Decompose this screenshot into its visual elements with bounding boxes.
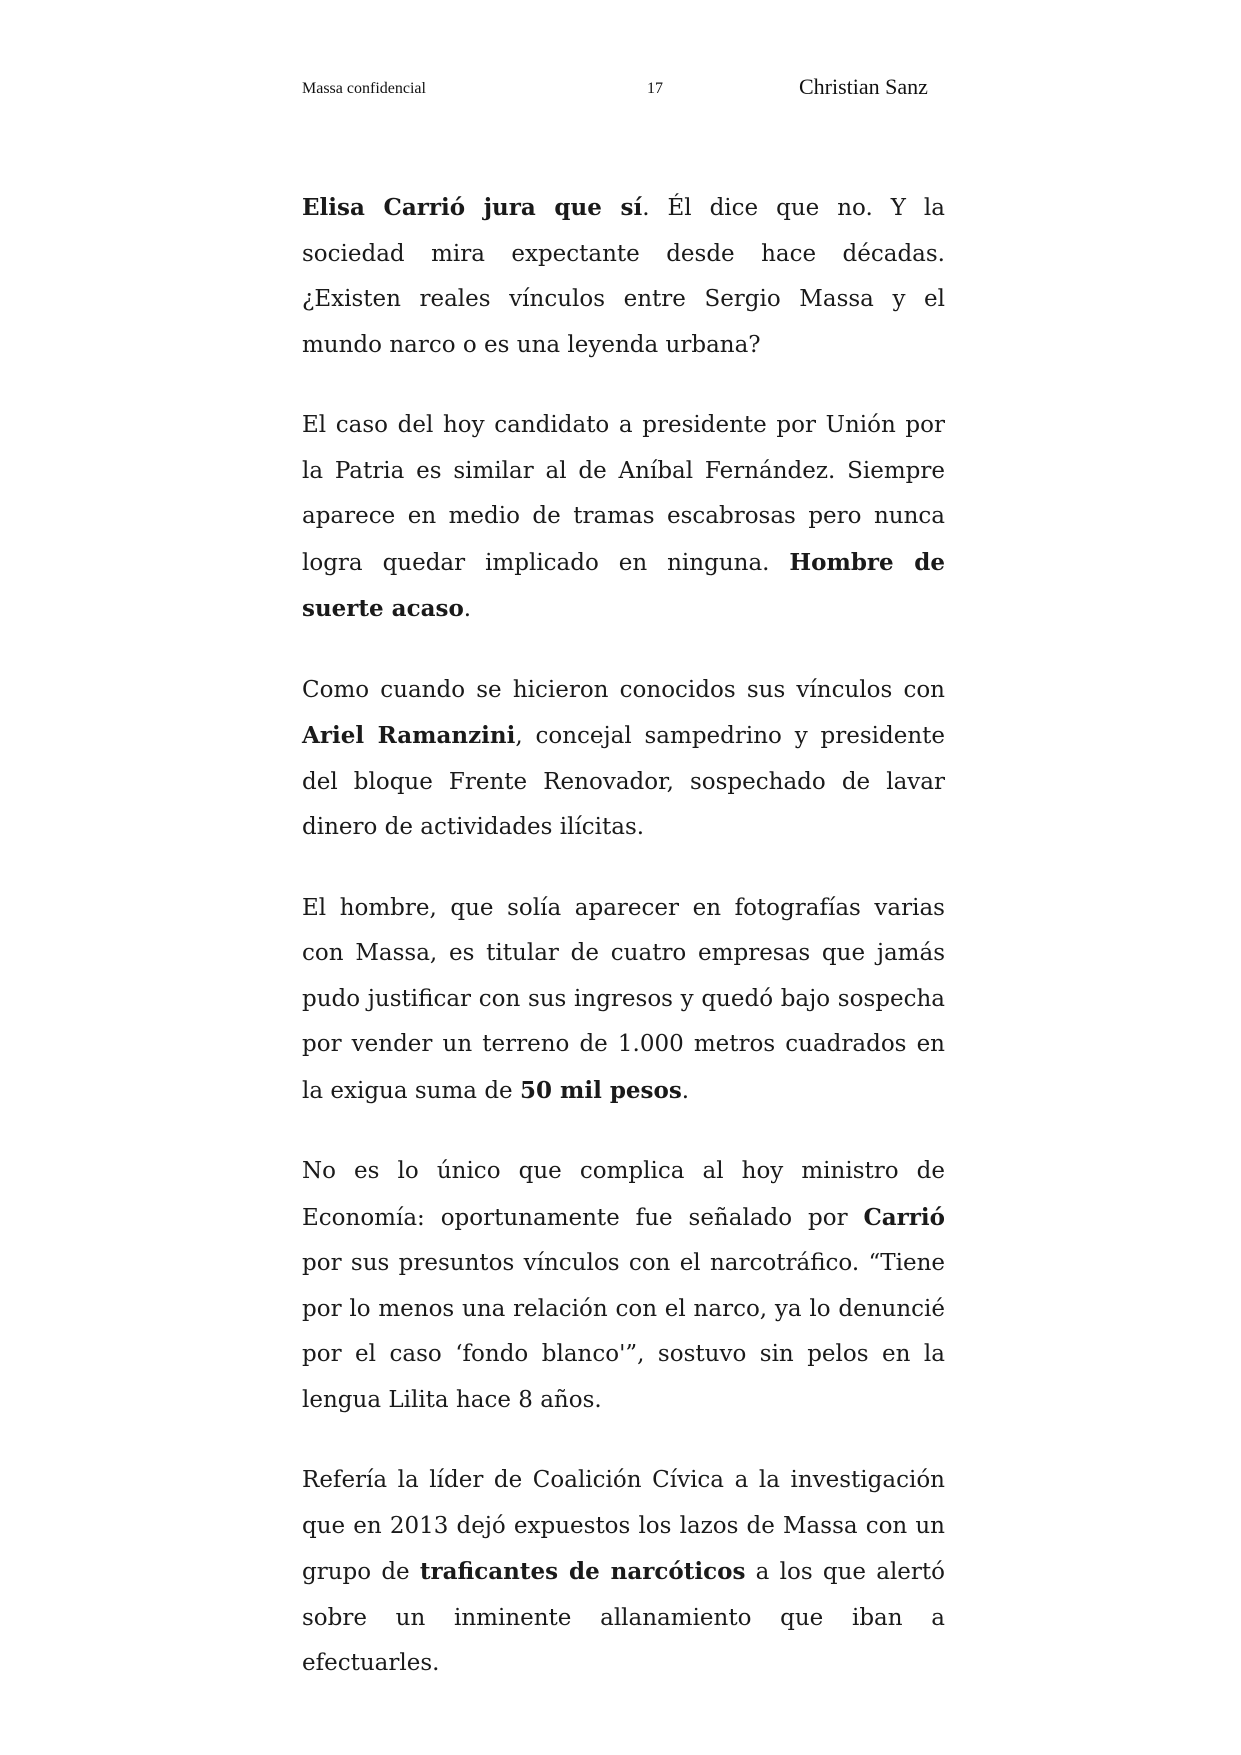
text-span: a los que alertó sobre un inminente allanamiento que iban a efectuarles. (302, 1559, 945, 1676)
paragraph-4 (302, 886, 945, 1115)
bold-phrase: Hombre de suerte acaso (302, 548, 946, 622)
bold-phrase: Elisa Carrió jura que sí (302, 194, 643, 221)
text-span: , concejal sampedrino y presidente del bloque Frente Renovador, sospechado de lavar dinero de actividades ilícitas. (302, 723, 945, 840)
paragraph-6 (302, 1458, 945, 1687)
text-span: . (681, 1077, 690, 1104)
book-title: Massa confidencial (302, 80, 426, 97)
paragraph-1 (302, 185, 945, 368)
bold-phrase: 50 mil pesos (519, 1076, 682, 1104)
bold-phrase: traficantes de narcóticos (419, 1558, 746, 1585)
text-span: . Él dice que no. Y la sociedad mira expectante desde hace décadas. ¿Existen reales vínculos entre Sergio Massa y el mundo narco o es una leyenda urbana? (302, 195, 945, 358)
bold-phrase: Carrió (863, 1203, 945, 1231)
paragraph-2 (302, 403, 945, 633)
paragraph-3 (302, 668, 945, 851)
bold-phrase: Ariel Ramanzini (302, 722, 516, 749)
text-span: El hombre, que solía aparecer en fotografías varias con Massa, es titular de cuatro empresas que jamás pudo justificar con sus ingresos y quedó bajo sospecha por vender un terreno de 1.000 metros cuadrados en la exigua suma de (302, 894, 945, 1104)
text-span: No es lo único que complica al hoy ministro de Economía: oportunamente fue señalado por (302, 1158, 945, 1231)
text-span: . (463, 596, 472, 622)
body-text (302, 185, 945, 1722)
text-span: por sus presuntos vínculos con el narcotráfico. “Tiene por lo menos una relación con el narco, ya lo denuncié por el caso ‘fondo blanco'”, sostuvo sin pelos en la lengua Lilita hace 8 años. (302, 1250, 945, 1413)
author-name: Christian Sanz (799, 74, 928, 99)
paragraph-5 (302, 1149, 945, 1423)
text-span: Como cuando se hicieron conocidos sus vínculos con (302, 676, 945, 703)
page-number: 17 (647, 80, 663, 97)
page-header (0, 70, 1241, 100)
text-span: Refería la líder de Coalición Cívica a la investigación que en 2013 dejó expuestos los lazos de Massa con un grupo de (302, 1467, 945, 1585)
text-span: El caso del hoy candidato a presidente por Unión por la Patria es similar al de Aníbal Fernández. Siempre aparece en medio de tramas escabrosas pero nunca logra quedar implicado en ninguna. (302, 412, 945, 576)
